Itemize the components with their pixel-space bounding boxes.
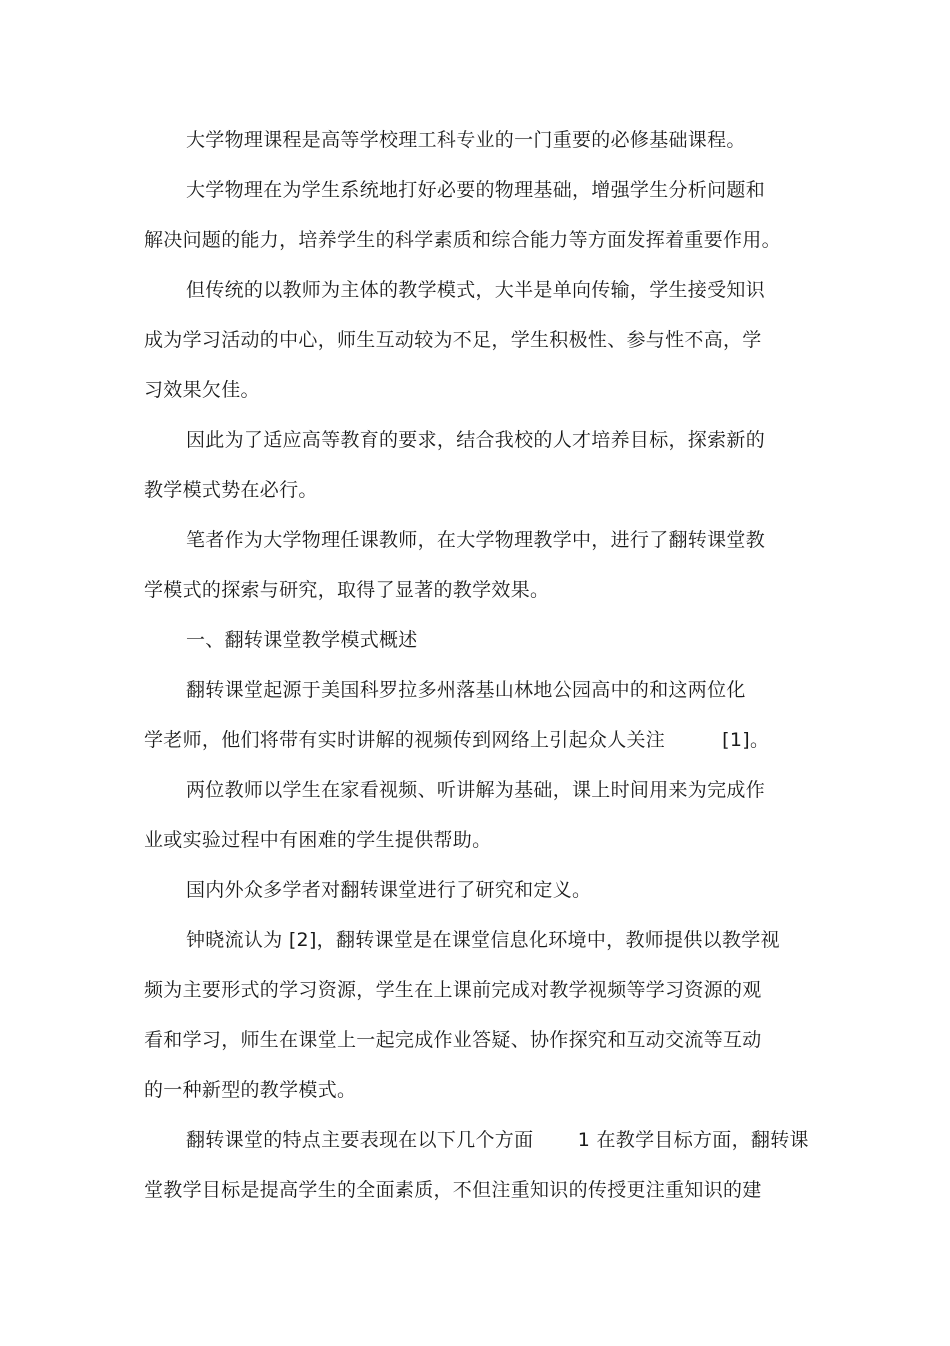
section-heading: 一、翻转课堂教学模式概述: [186, 629, 418, 651]
text-line: 笔者作为大学物理任课教师，在大学物理教学中，进行了翻转课堂教: [186, 529, 766, 551]
text-line: 钟晓流认为 [2]，翻转课堂是在课堂信息化环境中，教师提供以教学视: [186, 929, 780, 951]
text-line: 频为主要形式的学习资源，学生在上课前完成对教学视频等学习资源的观: [144, 979, 762, 1001]
text-line: 习效果欠佳。: [144, 379, 260, 401]
text-line: 两位教师以学生在家看视频、听讲解为基础，课上时间用来为完成作: [186, 779, 766, 801]
text-line: 但传统的以教师为主体的教学模式，大半是单向传输，学生接受知识: [186, 279, 766, 301]
text-line: 学模式的探索与研究，取得了显著的教学效果。: [144, 579, 550, 601]
text-line: 教学模式势在必行。: [144, 479, 318, 501]
text-line: 因此为了适应高等教育的要求，结合我校的人才培养目标，探索新的: [186, 429, 766, 451]
text-line: 翻转课堂的特点主要表现在以下几个方面 1 在教学目标方面，翻转课: [186, 1129, 809, 1151]
text-line: 翻转课堂起源于美国科罗拉多州落基山林地公园高中的和这两位化: [186, 679, 746, 701]
text-line: 学老师，他们将带有实时讲解的视频传到网络上引起众人关注 [1]。: [144, 729, 770, 751]
text-line: 大学物理在为学生系统地打好必要的物理基础，增强学生分析问题和: [186, 179, 766, 201]
text-line: 业或实验过程中有困难的学生提供帮助。: [144, 829, 492, 851]
text-line: 的一种新型的教学模式。: [144, 1079, 357, 1101]
text-line: 成为学习活动的中心，师生互动较为不足，学生积极性、参与性不高，学: [144, 329, 762, 351]
text-line: 堂教学目标是提高学生的全面素质，不但注重知识的传授更注重知识的建: [144, 1179, 762, 1201]
text-line: 解决问题的能力，培养学生的科学素质和综合能力等方面发挥着重要作用。: [144, 229, 781, 251]
text-line: 看和学习，师生在课堂上一起完成作业答疑、协作探究和互动交流等互动: [144, 1029, 762, 1051]
text-line: 大学物理课程是高等学校理工科专业的一门重要的必修基础课程。: [186, 129, 746, 151]
text-line: 国内外众多学者对翻转课堂进行了研究和定义。: [186, 879, 592, 901]
